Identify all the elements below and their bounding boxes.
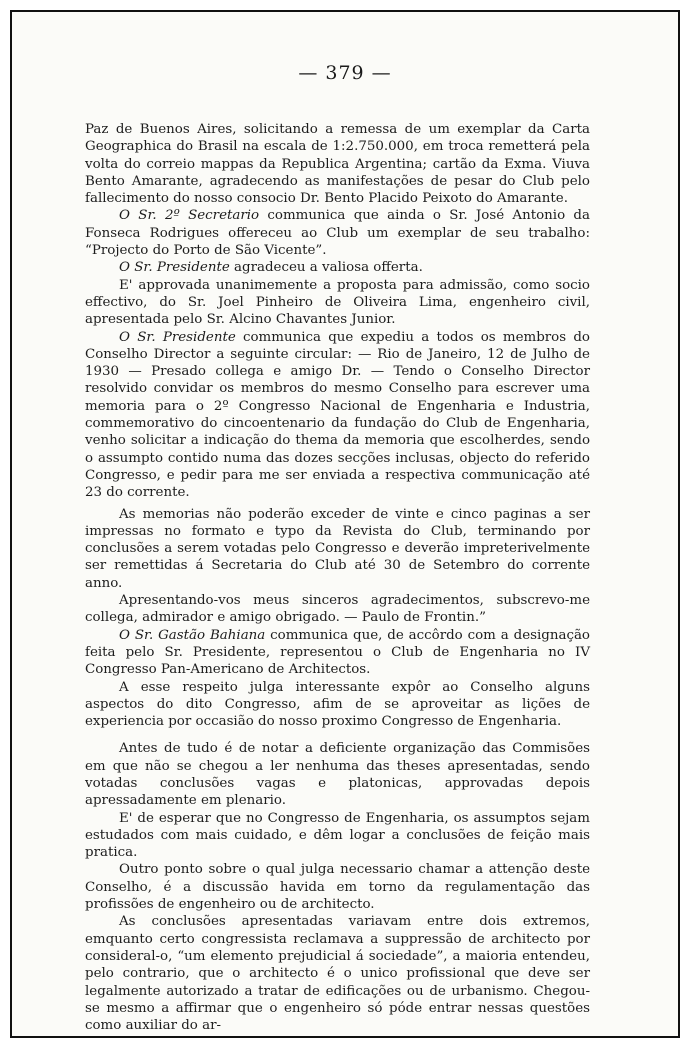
paragraph-12-text: Outro ponto sobre o qual julga necessario chamar a attenção deste Conselho, é a discussão havida em torno da regulamentação das profissões de engenheiro ou de architecto.	[85, 862, 590, 913]
paragraph-4	[85, 277, 590, 329]
paragraph-7	[85, 592, 590, 627]
paragraph-8	[85, 627, 590, 679]
paragraph-9	[85, 679, 590, 731]
paragraph-13-text: As conclusões apresentadas variavam entre dois extremos, emquanto certo congressista reclamava a suppressão de architecto por consideral-o, “um elemento prejudicial á sociedade”, a maioria entendeu, pelo contrario, que o architecto é o unico profissional que deve ser legalmente autorizado a tratar de edificações ou de urbanismo. Chegou-se mesmo a affirmar que o engenheiro só póde entrar nessas questões como auxiliar do ar-	[85, 914, 590, 1034]
paragraph-7-text: Apresentando-vos meus sinceros agradecimentos, subscrevo-me collega, admirador e amigo obrigado. — Paulo de Frontin.”	[85, 593, 590, 626]
paragraph-2	[85, 207, 590, 259]
paragraph-3	[85, 259, 590, 276]
paragraph-3-text: agradeceu a valiosa offerta.	[229, 260, 423, 276]
paragraph-2-lead: O Sr. 2º Secretario	[119, 208, 260, 224]
paragraph-1-text: Paz de Buenos Aires, solicitando a remessa de um exemplar da Carta Geographica do Brasil na escala de 1:2.750.000, em troca remetterá pela volta do correio mappas da Republica Argentina; cartão da Exma. Viuva Bento Amarante, agradecendo as manifestações de pesar do Club pelo fallecimento do nosso consocio Dr. Bento Placido Peixoto do Amarante.	[85, 122, 590, 207]
paragraph-9-text: A esse respeito julga interessante expôr ao Conselho alguns aspectos do dito Congresso, afim de se aproveitar as lições de experiencia por occasião do nosso proximo Congresso de Engenharia.	[85, 679, 590, 730]
paragraph-2-text: communica que ainda o Sr. José Antonio da Fonseca Rodrigues offereceu ao Club um exemplar de seu trabalho: “Projecto do Porto de São Vicente”.	[85, 208, 590, 259]
paragraph-4-text: E' approvada unanimemente a proposta para admissão, como socio effectivo, do Sr. Joel Pinheiro de Oliveira Lima, engenheiro civil, apresentada pelo Sr. Alcino Chavantes Junior.	[85, 277, 590, 328]
paragraph-10	[85, 740, 590, 809]
paragraph-6-text: As memorias não poderão exceder de vinte e cinco paginas a ser impressas no formato e typo da Revista do Club, terminando por conclusões a serem votadas pelo Congresso e deverão impreterivelmente ser remettidas á Secretaria do Club até 30 de Setembro do corrente anno.	[85, 506, 590, 591]
paragraph-6	[85, 506, 590, 592]
paragraph-11-text: E' de esperar que no Congresso de Engenharia, os assumptos sejam estudados com mais cuidado, e dêm logar a conclusões de feição mais pratica.	[85, 810, 590, 861]
paragraph-1	[85, 121, 590, 207]
paragraph-11	[85, 810, 590, 862]
paragraph-10-text: Antes de tudo é de notar a deficiente organização das Commisões em que não se chegou a ler nenhuma das theses apresentadas, sendo votadas conclusões vagas e platonicas, approvadas depois apressadamente em plenario.	[85, 741, 590, 809]
paragraph-3-lead: O Sr. Presidente	[119, 260, 230, 276]
paragraph-13	[85, 913, 590, 1034]
paragraph-8-text: communica que, de accôrdo com a designação feita pelo Sr. Presidente, representou o Club de Engenharia no IV Congresso Pan-Americano de Architectos.	[85, 627, 590, 678]
paragraph-5-text: communica que expediu a todos os membros do Conselho Director a seguinte circular: — Rio de Janeiro, 12 de Julho de 1930 — Presado collega e amigo Dr. — Tendo o Conselho Director resolvido convidar os membros do mesmo Conselho para escrever uma memoria para o 2º Congresso Nacional de Engenharia e Industria, commemorativo do cincoentenario da fundação do Club de Engenharia, venho solicitar a indicação do thema da memoria que escolherdes, sendo o assumpto contido numa das dozes secções inclusas, objecto do referido Congresso, e pedir para me ser enviada a respectiva communicação até 23 do corrente.	[85, 329, 590, 501]
paragraph-5-lead: O Sr. Presidente	[119, 329, 236, 345]
paragraph-12	[85, 861, 590, 913]
document-body	[85, 121, 590, 1034]
page-number: — 379 —	[298, 62, 392, 84]
paragraph-8-lead: O Sr. Gastão Bahiana	[119, 627, 266, 643]
paragraph-5	[85, 329, 590, 502]
